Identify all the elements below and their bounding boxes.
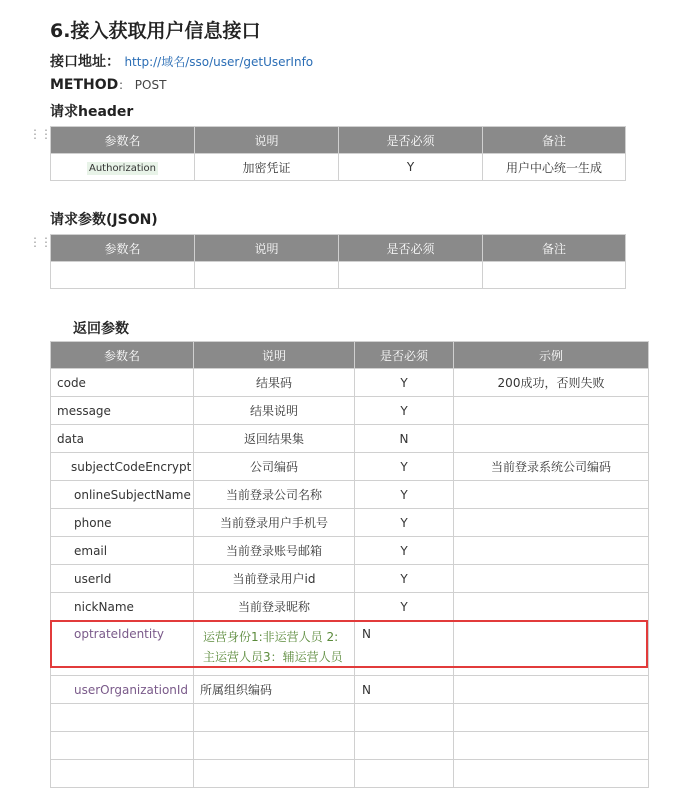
column-header: 备注 <box>483 127 626 154</box>
table-cell: subjectCodeEncrypt <box>51 453 194 481</box>
response-section-title: 返回参数 <box>73 321 129 337</box>
table-row <box>51 760 649 788</box>
request-section-title: 请求参数(JSON) <box>50 212 158 228</box>
table-row <box>51 509 649 537</box>
table-cell: 当前登录系统公司编码 <box>454 453 649 481</box>
table-cell: 用户中心统一生成 <box>483 154 626 181</box>
table-cell <box>355 760 454 788</box>
table-cell: nickName <box>51 593 194 621</box>
table-cell: N <box>355 621 454 676</box>
table-cell <box>51 704 194 732</box>
address-label: 接口地址： <box>50 54 120 70</box>
column-header: 说明 <box>194 342 355 369</box>
table-cell: message <box>51 397 194 425</box>
table-cell <box>355 704 454 732</box>
param-name-tag: Authorization <box>89 163 156 174</box>
section-title: 6.接入获取用户信息接口 <box>50 20 261 42</box>
table-cell: 当前登录用户手机号 <box>194 509 355 537</box>
table-cell <box>194 732 355 760</box>
table-cell: 当前登录公司名称 <box>194 481 355 509</box>
table-row <box>51 565 649 593</box>
table-cell: 返回结果集 <box>194 425 355 453</box>
table-cell <box>454 760 649 788</box>
highlight-box <box>50 620 648 668</box>
table-cell: Y <box>355 565 454 593</box>
response-table <box>50 341 649 788</box>
method-sep: ： <box>118 78 131 92</box>
table-row <box>51 154 626 181</box>
table-cell <box>454 565 649 593</box>
table-cell: 加密凭证 <box>195 154 339 181</box>
table-row <box>51 537 649 565</box>
column-header: 是否必须 <box>339 235 483 262</box>
table-cell: 当前登录账号邮箱 <box>194 537 355 565</box>
table-cell: userId <box>51 565 194 593</box>
table-cell: phone <box>51 509 194 537</box>
table-row <box>51 676 649 704</box>
table-cell: 当前登录用户id <box>194 565 355 593</box>
table-row <box>51 481 649 509</box>
table-cell <box>454 704 649 732</box>
table-cell: email <box>51 537 194 565</box>
table-cell <box>51 262 195 289</box>
table-cell <box>454 425 649 453</box>
table-cell <box>454 537 649 565</box>
table-cell: Y <box>355 481 454 509</box>
column-header: 参数名 <box>51 235 195 262</box>
table-cell <box>355 732 454 760</box>
address-link[interactable]: http://域名/sso/user/getUserInfo <box>124 55 314 69</box>
table-cell: 当前登录昵称 <box>194 593 355 621</box>
table-cell: N <box>355 676 454 704</box>
table-cell: userOrganizationId <box>51 676 194 704</box>
column-header: 参数名 <box>51 127 195 154</box>
table-cell <box>194 704 355 732</box>
table-cell: Y <box>355 453 454 481</box>
table-cell <box>454 509 649 537</box>
table-cell: code <box>51 369 194 397</box>
table-cell <box>195 262 339 289</box>
table-cell <box>454 397 649 425</box>
method-label: METHOD <box>50 77 119 93</box>
table-cell: Y <box>339 154 483 181</box>
table-cell: onlineSubjectName <box>51 481 194 509</box>
table-cell <box>454 676 649 704</box>
table-cell: 结果码 <box>194 369 355 397</box>
table-cell: N <box>355 425 454 453</box>
column-header: 是否必须 <box>355 342 454 369</box>
table-cell <box>51 760 194 788</box>
table-row <box>51 593 649 621</box>
table-header-row <box>51 235 626 262</box>
header-section-title: 请求header <box>50 104 134 120</box>
request-table <box>50 234 626 289</box>
table-row <box>51 397 649 425</box>
address-line <box>50 51 313 71</box>
drag-handle-icon[interactable]: ⋮⋮ <box>29 127 51 141</box>
column-header: 是否必须 <box>339 127 483 154</box>
table-row <box>51 453 649 481</box>
column-header: 备注 <box>483 235 626 262</box>
table-cell <box>339 262 483 289</box>
table-cell <box>51 732 194 760</box>
table-cell <box>454 481 649 509</box>
table-cell: 200成功，否则失败 <box>454 369 649 397</box>
header-table <box>50 126 626 181</box>
method-value: POST <box>134 78 167 92</box>
table-row <box>51 425 649 453</box>
table-cell: Y <box>355 509 454 537</box>
column-header: 说明 <box>195 235 339 262</box>
table-cell <box>51 154 195 181</box>
column-header: 说明 <box>195 127 339 154</box>
table-row <box>51 732 649 760</box>
table-header-row <box>51 342 649 369</box>
table-cell: Y <box>355 537 454 565</box>
table-row <box>51 369 649 397</box>
table-row <box>51 704 649 732</box>
table-cell: Y <box>355 369 454 397</box>
cell-line: 运营身份1:非运营人员 2: <box>203 630 339 644</box>
drag-handle-icon[interactable]: ⋮⋮ <box>29 235 51 249</box>
table-cell <box>194 760 355 788</box>
method-line <box>50 76 166 93</box>
table-cell: Y <box>355 397 454 425</box>
cell-line: 主运营人员3：辅运营人员 <box>203 650 343 664</box>
column-header: 示例 <box>454 342 649 369</box>
table-cell: data <box>51 425 194 453</box>
table-cell <box>483 262 626 289</box>
table-cell: 结果说明 <box>194 397 355 425</box>
table-cell: Y <box>355 593 454 621</box>
table-cell: 公司编码 <box>194 453 355 481</box>
table-header-row <box>51 127 626 154</box>
table-row <box>51 262 626 289</box>
table-cell <box>454 593 649 621</box>
column-header: 参数名 <box>51 342 194 369</box>
table-cell: optrateIdentity <box>51 621 194 676</box>
table-cell <box>454 732 649 760</box>
table-cell: 所属组织编码 <box>194 676 355 704</box>
